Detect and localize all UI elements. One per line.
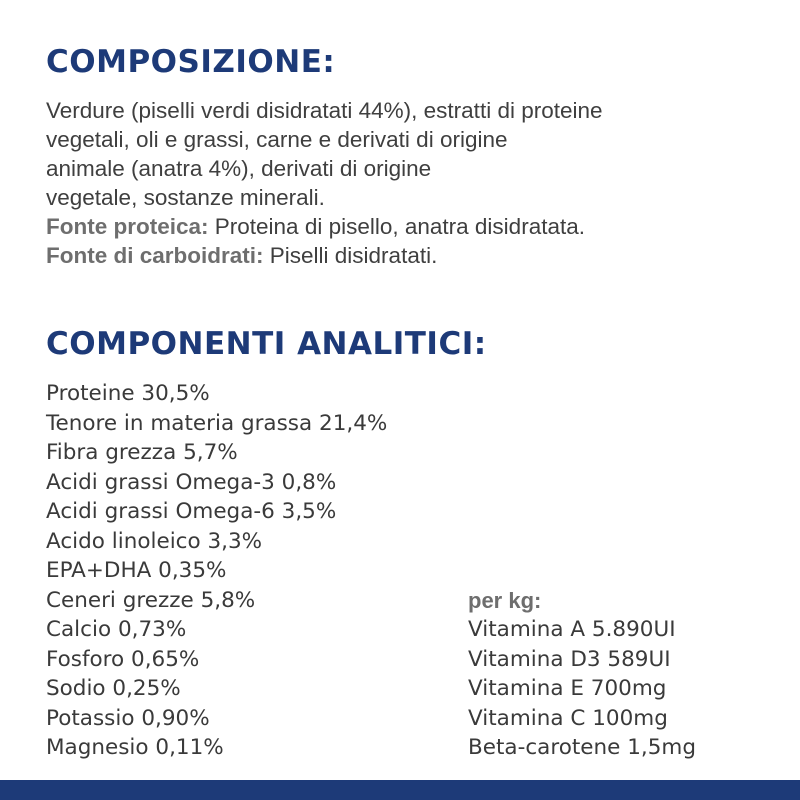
analytic-item: Acidi grassi Omega-6 3,5% — [46, 499, 337, 524]
analytic-item: Acidi grassi Omega-3 0,8% — [46, 469, 337, 495]
composition-line: Verdure (piselli verdi disidratati 44%), estratti di proteine — [46, 98, 603, 123]
analytic-item: Calcio 0,73% — [46, 617, 187, 642]
analytic-item: Ceneri grezze 5,8% — [46, 587, 256, 613]
analytic-item: Sodio 0,25% — [46, 676, 181, 701]
vitamin-item: Vitamina D3 589UI — [468, 646, 671, 672]
analytic-item: Tenore in materia grassa 21,4% — [46, 410, 388, 436]
analytic-item: Proteine 30,5% — [46, 381, 210, 406]
analytic-item: Potassio 0,90% — [46, 705, 210, 731]
carb-source-line — [46, 241, 786, 270]
composition-line: vegetali, oli e grassi, carne e derivati di origine — [46, 127, 508, 152]
vitamin-item: Vitamina E 700mg — [468, 676, 667, 701]
composition-line: animale (anatra 4%), derivati di origine — [46, 156, 432, 181]
protein-source-value: Proteina di pisello, anatra disidratata. — [208, 214, 585, 239]
analytic-list — [46, 379, 387, 763]
analytic-item: EPA+DHA 0,35% — [46, 558, 227, 583]
vitamin-item: Vitamina A 5.890UI — [468, 617, 676, 642]
footer-bar — [0, 780, 800, 800]
composition-line: vegetale, sostanze minerali. — [46, 185, 325, 210]
carb-source-label: Fonte di carboidrati: — [46, 243, 264, 268]
protein-source-label: Fonte proteica: — [46, 214, 209, 239]
vitamin-list — [468, 615, 696, 763]
composition-heading: COMPOSIZIONE: — [46, 44, 336, 80]
analytic-heading: COMPONENTI ANALITICI: — [46, 326, 487, 362]
protein-source-line — [46, 212, 786, 241]
per-kg-heading: per kg: — [468, 588, 542, 613]
analytic-item: Fibra grezza 5,7% — [46, 440, 238, 465]
analytic-item: Magnesio 0,11% — [46, 735, 224, 760]
vitamin-item: Vitamina C 100mg — [468, 705, 668, 731]
vitamin-item: Beta-carotene 1,5mg — [468, 735, 696, 760]
analytic-item: Acido linoleico 3,3% — [46, 528, 263, 554]
carb-source-value: Piselli disidratati. — [263, 243, 438, 268]
composition-paragraph — [46, 96, 786, 270]
analytic-item: Fosforo 0,65% — [46, 646, 200, 672]
